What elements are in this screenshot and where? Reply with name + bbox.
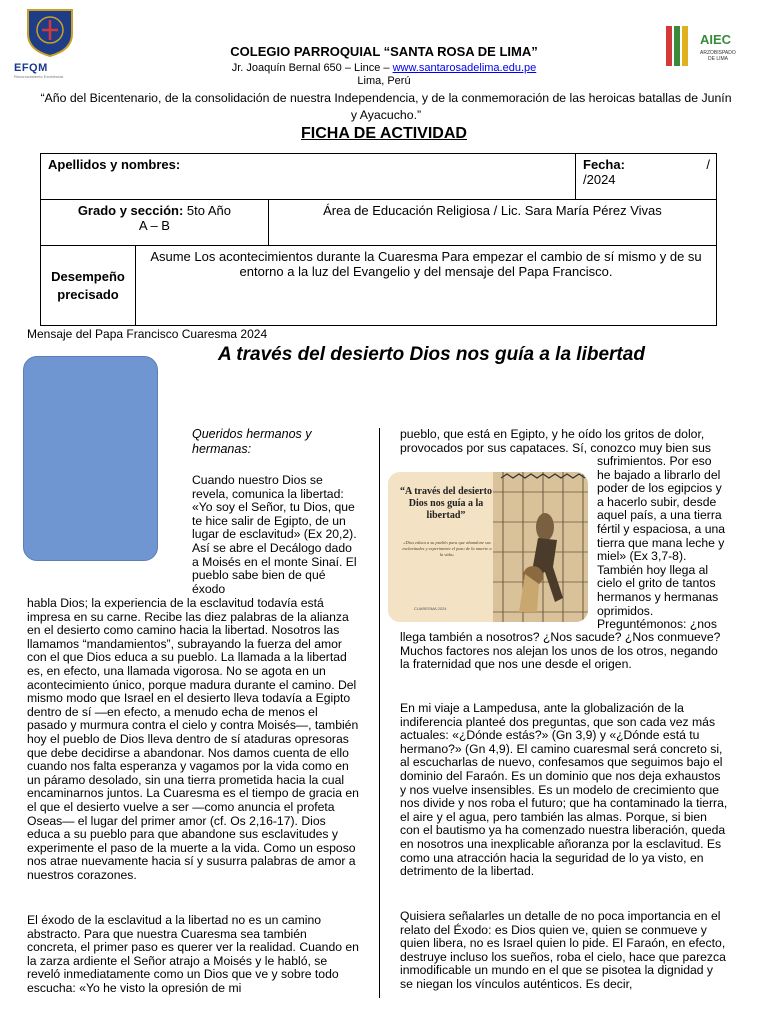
- area-cell: [268, 200, 716, 246]
- grade-label: Grado y sección:: [77, 203, 184, 218]
- left-paragraph-1: [192, 474, 362, 596]
- poster-illustration: [493, 472, 588, 622]
- performance-text: Asume Los acontecimientos durante la Cuaresma Para empezar el cambio de sí mismo y de su entorno a la luz del Evangelio y del mensaje del Papa Francisco.: [150, 249, 702, 279]
- left-paragraph-1-continued: [27, 597, 359, 882]
- right-p2: En mi viaje a Lampedusa, ante la globalización de la indiferencia planteé dos preguntas, que son cada vez más actuales: «¿Dónde estás?» (Gn 3,9) y «¿Dónde está tu hermano?» (Gn 4,9). El camino cuaresmal será concreto si, al escucharlas de nuevo, confesamos que seguimos bajo el dominio del Faraón. Es un dominio que nos deja exhaustos y nos vuelve insensibles. Es un modelo de crecimiento que nos divide y nos roba el futuro; que ha contaminado la tierra, el aire y el agua, pero también las almas. Porque, si bien con el bautismo ya ha comenzado nuestra liberación, queda en nosotros una inexplicable añoranza por la esclavitud. Es como una atracción hacia la seguridad de lo ya visto, en detrimento de la libertad.: [400, 701, 728, 879]
- right-paragraph-1-continued: [400, 631, 728, 672]
- right-paragraph-2: [400, 702, 728, 879]
- lent-poster-image: [388, 472, 588, 622]
- right-p1: pueblo, que está en Egipto, y he oído los gritos de dolor, provocados por sus capataces. Sí, conozco muy bien sus: [400, 427, 711, 455]
- right-paragraph-1-side: [597, 455, 727, 632]
- school-name: COLEGIO PARROQUIAL “SANTA ROSA DE LIMA”: [230, 44, 538, 59]
- article-title: [192, 343, 712, 367]
- article-title-text: A través del desierto Dios nos guía a la libertad: [218, 344, 645, 365]
- year-motto: “Año del Bicentenario, de la consolidación de nuestra Independencia, y de la conmemoración de las heroicas batallas de Junín y Ayacucho.”: [40, 91, 732, 122]
- date-value: /2024: [583, 172, 616, 187]
- performance-text-cell: [136, 246, 717, 326]
- aiec-sub-1: ARZOBISPADO: [700, 50, 736, 56]
- efqm-sub: Reconocimiento Excelencia: [14, 74, 64, 79]
- aiec-sub-2: DE LIMA: [708, 56, 729, 62]
- efqm-label: EFQM: [14, 62, 48, 74]
- name-cell[interactable]: [41, 154, 576, 200]
- right-paragraph-1: [400, 428, 725, 455]
- left-p1-cont: habla Dios; la experiencia de la esclavitud todavía está impresa en su carne. Recibe las diez palabras de la alianza en el desierto como camino hacia la libertad. Nosotros las llamamos “mandamientos”, subrayando la fuerza del amor con el que Dios educa a su pueblo. La llamada a la libertad es, en efecto, una llamada vigorosa. No se agota en un acontecimiento único, porque madura durante el camino. Del mismo modo que Israel en el desierto lleva todavía a Egipto dentro de sí —en efecto, a menudo echa de menos el pasado y murmura contra el cielo y contra Moisés—, también hoy el pueblo de Dios lleva dentro de sí ataduras opresoras que debe decidirse a abandonar. Nos damos cuenta de ello cuando nos falta esperanza y vagamos por la vida como en un páramo desolado, sin una tierra prometida hacia la cual encaminarnos juntos. La Cuaresma es el tiempo de gracia en el que el desierto vuelve a ser —como anuncia el profeta Oseas— el lugar del primer amor (cf. Os 2,16-17). Dios educa a su pueblo para que abandone sus esclavitudes y experimente el paso de la muerte a la vida. Como un esposo nos atrae nuevamente hacia sí y susurra palabras de amor a nuestros corazones.: [27, 596, 359, 882]
- aiec-name: AIEC: [700, 32, 732, 47]
- performance-label: Desempeño precisado: [51, 268, 125, 302]
- date-label: Fecha:: [583, 157, 625, 172]
- school-city: Lima, Perú: [357, 75, 411, 87]
- name-label: Apellidos y nombres:: [48, 157, 181, 172]
- activity-sheet-title: FICHA DE ACTIVIDAD: [301, 125, 467, 142]
- date-slash: /: [706, 157, 710, 172]
- left-p2: El éxodo de la esclavitud a la libertad no es un camino abstracto. Para que nuestra Cuaresma sea también concreta, el primer paso es querer ver la realidad. Cuando en la zarza ardiente el Señor atrajo a Moisés y le habló, se reveló inmediatamente como un Dios que ve y sobre todo escucha: «Yo he visto la opresión de mi: [27, 913, 359, 995]
- performance-label-cell: [41, 246, 136, 326]
- poster-footer: CUARESMA 2024: [414, 606, 447, 611]
- right-paragraph-3: [400, 910, 728, 992]
- website-link[interactable]: www.santarosadelima.edu.pe: [392, 62, 537, 74]
- poster-title: “A través del desierto Dios nos guía a la libertad”: [400, 486, 492, 521]
- right-p3: Quisiera señalarles un detalle de no poca importancia en el relato del Éxodo: es Dios quien ve, quien se conmueve y quien libera, no es Israel quien lo pide. El Faraón, en efecto, destruye incluso los sueños, roba el cielo, hace que parezca inmodificable un mundo en el que se pisotea la dignidad y se niegan los vínculos auténticos. Es decir,: [400, 909, 726, 991]
- right-p1-cont: llega también a nosotros? ¿Nos sacude? ¿Nos conmueve? Muchos factores nos alejan los unos de los otros, negando la fraternidad que nos une desde el origen.: [400, 630, 721, 672]
- student-info-table: [40, 153, 717, 326]
- right-p1-side: sufrimientos. Por eso he bajado a librarlo del poder de los egipcios y a hacerlo subir, desde aquel país, a una tierra fértil y espaciosa, a una tierra que mana leche y miel» (Ex 3,7-8). También hoy llega al cielo el grito de tantos hermanos y hermanas oprimidos. Preguntémonos: ¿nos: [597, 454, 726, 632]
- date-cell[interactable]: [576, 154, 717, 200]
- grade-value: 5to Año: [186, 203, 232, 218]
- blue-decorative-box: [23, 356, 158, 561]
- poster-quote: «Dios educa a su pueblo para que abandone sus esclavitudes y experimente el paso de la muerte a la vida»: [402, 540, 492, 557]
- left-p1: Cuando nuestro Dios se revela, comunica la libertad: «Yo soy el Señor, tu Dios, que te hice salir de Egipto, de un lugar de esclavitud» (Ex 20,2). Así se abre el Decálogo dado a Moisés en el monte Sinaí. El pueblo sabe bien de qué éxodo: [192, 473, 357, 596]
- grade-cell: [41, 200, 269, 246]
- column-divider: [379, 428, 380, 998]
- grade-sections: A – B: [138, 218, 170, 233]
- left-paragraph-2: [27, 914, 359, 996]
- message-caption: Mensaje del Papa Francisco Cuaresma 2024: [27, 327, 268, 341]
- school-address: [0, 62, 768, 74]
- area-text: Área de Educación Religiosa / Lic. Sara María Pérez Vivas: [323, 203, 662, 218]
- greeting: Queridos hermanos y hermanas:: [192, 427, 312, 456]
- address-text: Jr. Joaquín Bernal 650 – Lince –: [231, 62, 393, 74]
